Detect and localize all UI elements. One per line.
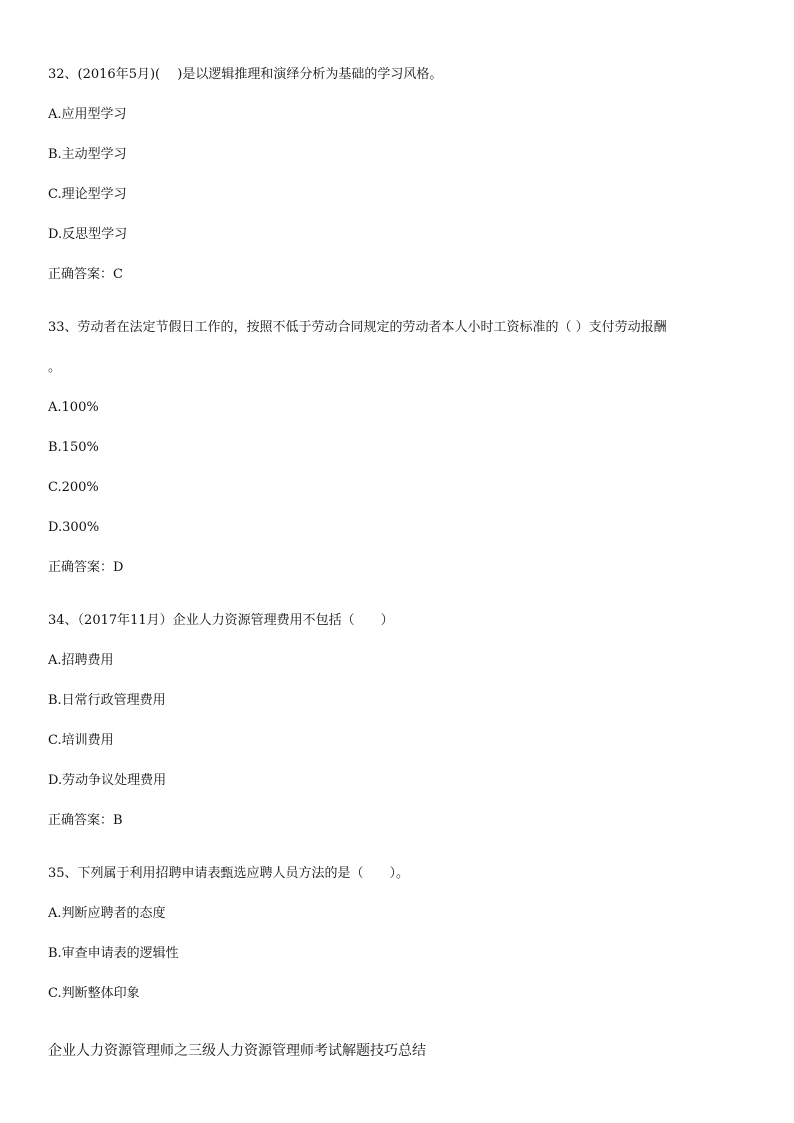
question-32-answer: 正确答案：C xyxy=(48,267,123,282)
question-35-stem: 35、下列属于利用招聘申请表甄选应聘人员方法的是（ ）。 xyxy=(48,866,410,881)
question-34-option-d: D.劳动争议处理费用 xyxy=(48,773,167,788)
question-32-option-d: D.反思型学习 xyxy=(48,227,128,242)
question-33-option-a: A.100% xyxy=(48,400,99,415)
question-34-stem: 34、（2017年11月）企业人力资源管理费用不包括（ ） xyxy=(48,613,394,628)
question-34-option-a: A.招聘费用 xyxy=(48,653,114,668)
question-34-answer: 正确答案：B xyxy=(48,813,123,828)
question-35-option-a: A.判断应聘者的态度 xyxy=(48,906,166,921)
question-33-option-c: C.200% xyxy=(48,480,99,495)
question-33-answer: 正确答案：D xyxy=(48,560,124,575)
document-footer-title: 企业人力资源管理师之三级人力资源管理师考试解题技巧总结 xyxy=(48,1043,426,1059)
question-33-stem-continued: 。 xyxy=(48,360,62,375)
question-33-option-b: B.150% xyxy=(48,440,99,455)
question-35-option-b: B.审查申请表的逻辑性 xyxy=(48,946,179,961)
question-32-option-a: A.应用型学习 xyxy=(48,107,127,122)
question-32-option-b: B.主动型学习 xyxy=(48,147,127,162)
question-33-stem: 33、劳动者在法定节假日工作的，按照不低于劳动合同规定的劳动者本人小时工资标准的（ ）支付劳动报酬 xyxy=(48,320,667,335)
question-35-option-c: C.判断整体印象 xyxy=(48,986,140,1001)
question-34-option-c: C.培训费用 xyxy=(48,733,114,748)
question-32-option-c: C.理论型学习 xyxy=(48,187,127,202)
question-34-option-b: B.日常行政管理费用 xyxy=(48,693,166,708)
question-32-stem: 32、(2016年5月)( )是以逻辑推理和演绎分析为基础的学习风格。 xyxy=(48,67,443,82)
question-33-option-d: D.300% xyxy=(48,520,100,535)
